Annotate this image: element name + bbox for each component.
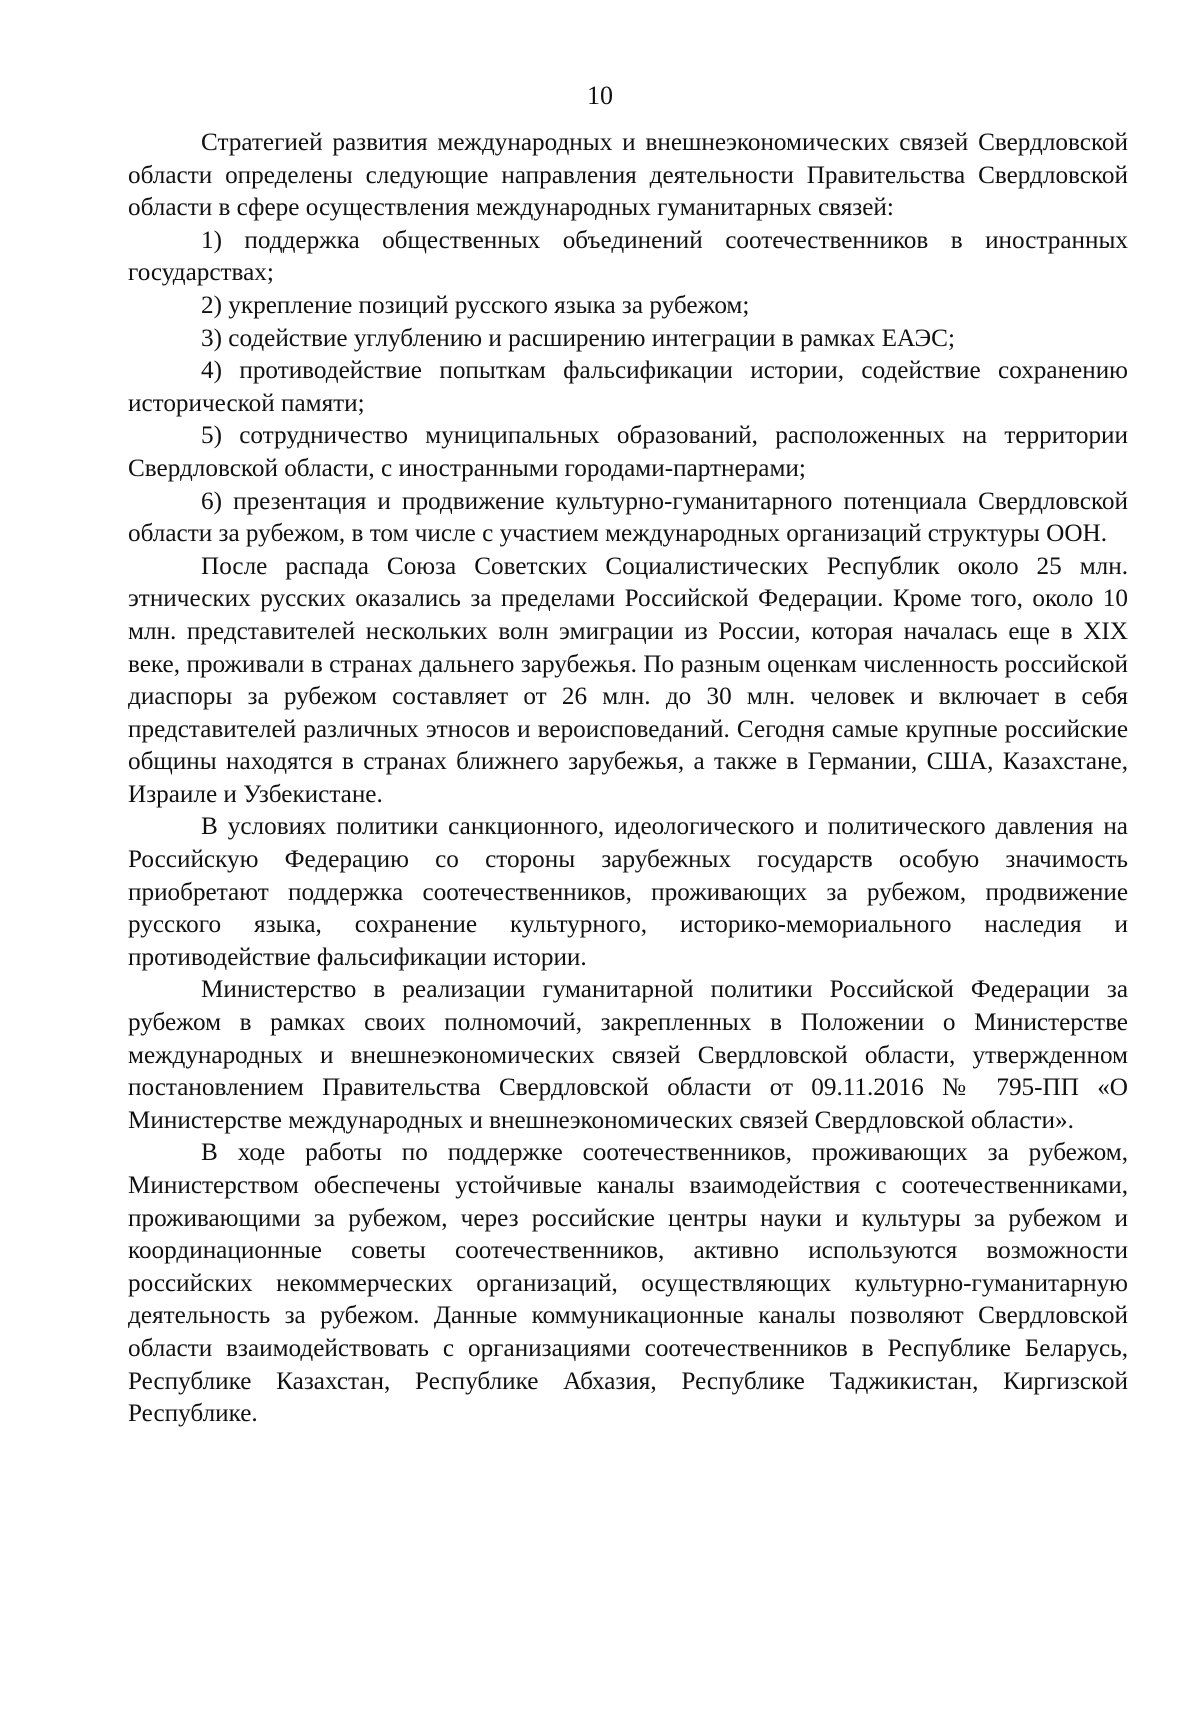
- list-item-5: 5) сотрудничество муниципальных образований, расположенных на территории Свердловской области, с иностранными городами-партнерами;: [128, 422, 1128, 482]
- list-item-1: 1) поддержка общественных объединений соотечественников в иностранных государствах;: [128, 226, 1128, 287]
- paragraph-intro: Стратегией развития международных и внешнеэкономических связей Свердловской области определены следующие направления деятельности Правительства Свердловской области в сфере осуществления международных гуманитарных связей:: [128, 129, 1128, 222]
- list-item-6: 6) презентация и продвижение культурно-гуманитарного потенциала Свердловской области за рубежом, в том числе с участием международных организаций структуры ООН.: [128, 487, 1128, 548]
- document-body: [128, 127, 1128, 1431]
- list-item-2: 2) укрепление позиций русского языка за рубежом;: [201, 291, 750, 319]
- paragraph-sanctions: В условиях политики санкционного, идеологического и политического давления на Российскую Федерацию со стороны зарубежных государств особую значимость приобретают поддержка соотечественников, проживающих за рубежом, продвижение русского языка, сохранение культурного, историко-мемориального наследия и противодействие фальсификации истории.: [128, 813, 1128, 971]
- page-number: 10: [587, 81, 613, 110]
- list-item-3: 3) содействие углублению и расширению интеграции в рамках ЕАЭС;: [201, 324, 955, 352]
- paragraph-compatriots: В ходе работы по поддержке соотечественников, проживающих за рубежом, Министерством обеспечены устойчивые каналы взаимодействия с соотечественниками, проживающими за рубежом, через российские центры науки и культуры за рубежом и координационные советы соотечественников, активно используются возможности российских некоммерческих организаций, осуществляющих культурно-гуманитарную деятельность за рубежом. Данные коммуникационные каналы позволяют Свердловской области взаимодействовать с организациями соотечественников в Республике Беларусь, Республике Казахстан, Республике Абхазия, Республике Таджикистан, Киргизской Республике.: [128, 1139, 1128, 1428]
- paragraph-diaspora: После распада Союза Советских Социалистических Республик около 25 млн. этнических русских оказались за пределами Российской Федерации. Кроме того, около 10 млн. представителей нескольких волн эмиграции из России, которая началась еще в XIX веке, проживали в странах дальнего зарубежья. По разным оценкам численность российской диаспоры за рубежом составляет от 26 млн. до 30 млн. человек и включает в себя представителей различных этносов и вероисповеданий. Сегодня самые крупные российские общины находятся в странах ближнего зарубежья, а также в Германии, США, Казахстане, Израиле и Узбекистане.: [128, 552, 1128, 808]
- paragraph-ministry: Министерство в реализации гуманитарной политики Российской Федерации за рубежом в рамках своих полномочий, закрепленных в Положении о Министерстве международных и внешнеэкономических связей Свердловской области, утвержденном постановлением Правительства Свердловской области от 09.11.2016 № 795-ПП «О Министерстве международных и внешнеэкономических связей Свердловской области».: [128, 976, 1128, 1134]
- list-item-4: 4) противодействие попыткам фальсификации истории, содействие сохранению исторической памяти;: [128, 357, 1128, 417]
